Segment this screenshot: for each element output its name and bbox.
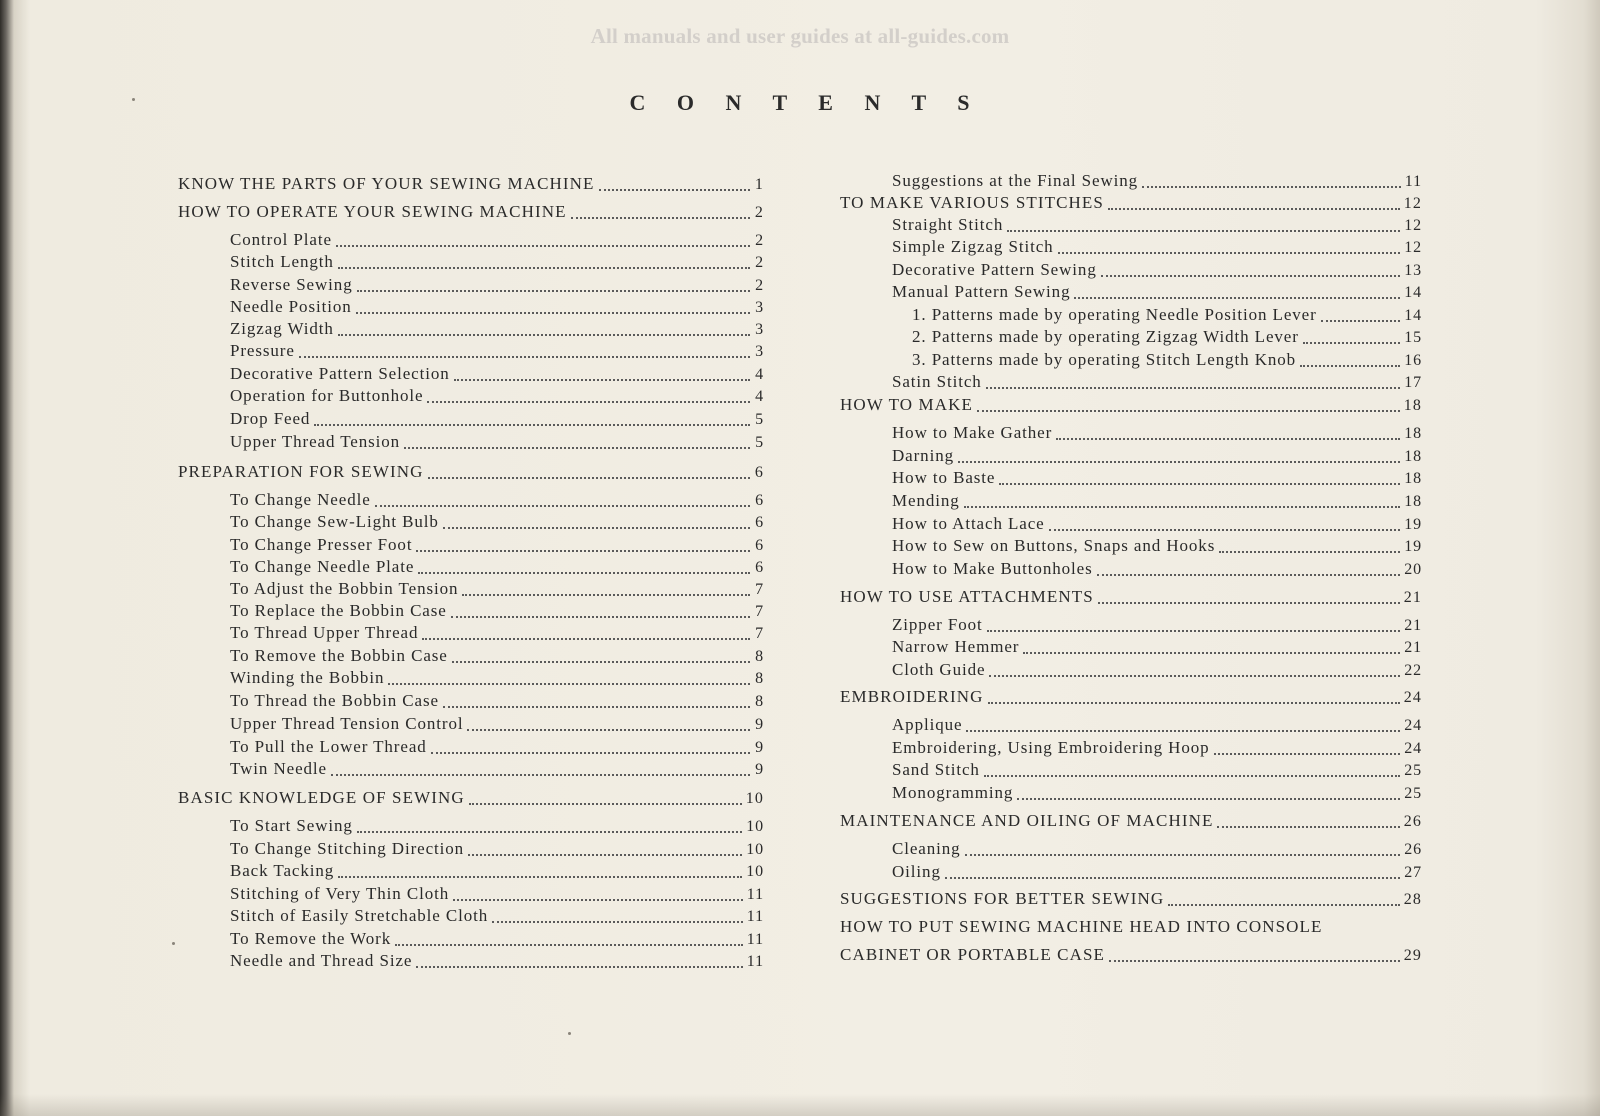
toc-entry-label: 1. Patterns made by operating Needle Position Lever — [912, 305, 1317, 324]
toc-entry-label: Decorative Pattern Selection — [230, 364, 450, 383]
toc-page-number: 15 — [1404, 329, 1422, 346]
dot-leader — [468, 854, 742, 856]
toc-entry — [840, 193, 1422, 217]
toc-page-number: 20 — [1404, 561, 1422, 578]
toc-entry — [840, 171, 1422, 195]
toc-entry-label: Darning — [892, 446, 955, 465]
dot-leader — [299, 356, 750, 358]
toc-entry-label: HOW TO OPERATE YOUR SEWING MACHINE — [178, 202, 567, 221]
toc-entry — [178, 297, 764, 321]
toc-page-number: 24 — [1404, 740, 1422, 757]
page-bottom-edge — [0, 1094, 1600, 1116]
toc-entry-label: To Adjust the Bobbin Tension — [230, 579, 459, 598]
dot-leader — [977, 410, 1400, 412]
toc-entry — [840, 660, 1422, 684]
toc-entry-label: Zigzag Width — [230, 319, 334, 338]
dot-leader — [388, 683, 750, 685]
toc-page-number: 25 — [1404, 785, 1422, 802]
toc-entry-label: To Change Needle Plate — [230, 557, 415, 576]
toc-page-number: 4 — [755, 388, 764, 405]
toc-entry — [840, 760, 1422, 784]
toc-entry — [840, 783, 1422, 807]
dot-leader — [1108, 208, 1400, 210]
toc-entry — [178, 816, 764, 840]
toc-page-number: 2 — [754, 204, 764, 221]
dot-leader — [599, 189, 750, 191]
toc-entry-label: To Thread Upper Thread — [230, 623, 419, 642]
toc-entry-label: To Change Needle — [230, 490, 371, 509]
toc-entry — [178, 861, 764, 885]
dot-leader — [428, 477, 750, 479]
toc-page-number: 11 — [746, 908, 764, 925]
toc-entry-label: Twin Needle — [230, 759, 327, 778]
toc-page-number: 7 — [755, 625, 764, 642]
toc-page-number: 7 — [755, 581, 764, 598]
dot-leader — [988, 702, 1400, 704]
toc-entry — [178, 737, 764, 761]
toc-entry — [840, 615, 1422, 639]
toc-page-number: 9 — [755, 716, 764, 733]
toc-entry-label: To Remove the Work — [230, 929, 392, 948]
toc-entry — [840, 260, 1422, 284]
dot-leader — [945, 877, 1400, 879]
dot-leader — [462, 594, 750, 596]
toc-page-number: 10 — [746, 818, 764, 835]
toc-page-number: 24 — [1403, 689, 1422, 706]
dot-leader — [987, 630, 1401, 632]
toc-page-number: 4 — [755, 366, 764, 383]
dot-leader — [416, 550, 750, 552]
toc-entry-label: Needle Position — [230, 297, 352, 316]
toc-entry — [840, 491, 1422, 515]
dot-leader — [422, 638, 750, 640]
toc-page-number: 18 — [1404, 493, 1422, 510]
toc-page-number: 14 — [1404, 307, 1422, 324]
toc-entry-label: HOW TO MAKE — [840, 395, 973, 414]
toc-page-number: 10 — [745, 790, 764, 807]
dot-leader — [1168, 904, 1400, 906]
dot-leader — [1017, 798, 1400, 800]
toc-entry — [178, 714, 764, 738]
toc-entry — [178, 906, 764, 930]
toc-entry — [178, 535, 764, 559]
toc-entry-label: HOW TO PUT SEWING MACHINE HEAD INTO CONSOLE — [840, 917, 1323, 936]
toc-entry-label: KNOW THE PARTS OF YOUR SEWING MACHINE — [178, 174, 595, 193]
toc-page-number: 24 — [1404, 717, 1422, 734]
toc-entry-label: Simple Zigzag Stitch — [892, 237, 1054, 256]
toc-page-number: 21 — [1404, 617, 1422, 634]
dot-leader — [1321, 320, 1400, 322]
toc-page-number: 10 — [746, 841, 764, 858]
toc-entry-label: Sand Stitch — [892, 760, 980, 779]
toc-entry — [178, 601, 764, 625]
toc-entry-label: Oiling — [892, 862, 941, 881]
toc-entry-label: Needle and Thread Size — [230, 951, 413, 970]
toc-entry-label: HOW TO USE ATTACHMENTS — [840, 587, 1094, 606]
toc-entry — [840, 350, 1422, 374]
toc-entry — [840, 889, 1422, 913]
toc-page-number: 6 — [755, 492, 764, 509]
toc-entry — [178, 646, 764, 670]
dot-leader — [357, 290, 750, 292]
toc-entry-label: Cloth Guide — [892, 660, 986, 679]
toc-entry — [840, 446, 1422, 470]
toc-page-number: 2 — [755, 232, 764, 249]
dot-leader — [452, 661, 750, 663]
toc-entry-label: How to Baste — [892, 468, 996, 487]
toc-entry — [840, 917, 1422, 941]
toc-entry — [178, 319, 764, 343]
toc-page-number: 17 — [1404, 374, 1422, 391]
dot-leader — [431, 752, 750, 754]
dot-leader — [454, 379, 750, 381]
toc-entry — [178, 951, 764, 975]
dot-leader — [1142, 186, 1401, 188]
toc-entry-label: Embroidering, Using Embroidering Hoop — [892, 738, 1210, 757]
toc-entry — [178, 341, 764, 365]
dot-leader — [314, 424, 750, 426]
toc-entry — [178, 788, 764, 812]
toc-entry-label: Upper Thread Tension — [230, 432, 401, 451]
toc-entry-label: To Change Sew-Light Bulb — [230, 512, 439, 531]
toc-entry-label: Decorative Pattern Sewing — [892, 260, 1097, 279]
dot-leader — [1219, 551, 1400, 553]
toc-entry — [178, 202, 764, 226]
toc-page-number: 11 — [746, 931, 764, 948]
toc-entry — [840, 305, 1422, 329]
toc-entry-label: Operation for Buttonhole — [230, 386, 424, 405]
toc-page-number: 6 — [754, 464, 764, 481]
dot-leader — [966, 730, 1400, 732]
toc-entry-label: Narrow Hemmer — [892, 637, 1020, 656]
toc-page-number: 18 — [1404, 470, 1422, 487]
toc-entry-label: SUGGESTIONS FOR BETTER SEWING — [840, 889, 1165, 908]
dot-leader — [1023, 652, 1400, 654]
toc-entry-label: 2. Patterns made by operating Zigzag Width Lever — [912, 327, 1299, 346]
toc-entry-label: To Start Sewing — [230, 816, 353, 835]
toc-page-number: 11 — [746, 886, 764, 903]
toc-entry-label: To Change Presser Foot — [230, 535, 413, 554]
toc-entry — [178, 275, 764, 299]
toc-page-number: 29 — [1403, 947, 1422, 964]
toc-entry-label: How to Make Gather — [892, 423, 1053, 442]
toc-entry-label: BASIC KNOWLEDGE OF SEWING — [178, 788, 465, 807]
dot-leader — [443, 706, 750, 708]
toc-entry-label: 3. Patterns made by operating Stitch Length Knob — [912, 350, 1297, 369]
toc-page-number: 18 — [1404, 448, 1422, 465]
dot-leader — [964, 506, 1401, 508]
toc-entry-label: Monogramming — [892, 783, 1014, 802]
toc-entry-label: MAINTENANCE AND OILING OF MACHINE — [840, 811, 1214, 830]
toc-entry — [178, 929, 764, 953]
toc-entry — [178, 512, 764, 536]
toc-page-number: 21 — [1403, 589, 1422, 606]
toc-entry-label: TO MAKE VARIOUS STITCHES — [840, 193, 1104, 212]
toc-page-number: 14 — [1404, 284, 1422, 301]
toc-entry — [840, 282, 1422, 306]
dot-leader — [338, 876, 742, 878]
toc-page-number: 16 — [1404, 352, 1422, 369]
dot-leader — [451, 616, 750, 618]
toc-entry-label: To Replace the Bobbin Case — [230, 601, 447, 620]
toc-page-number: 18 — [1403, 397, 1422, 414]
dot-leader — [427, 401, 750, 403]
toc-entry — [840, 327, 1422, 351]
toc-entry — [178, 623, 764, 647]
toc-entry — [840, 862, 1422, 886]
dot-leader — [357, 831, 742, 833]
toc-entry-label: Stitch Length — [230, 252, 334, 271]
dot-leader — [443, 527, 750, 529]
toc-entry-label: How to Attach Lace — [892, 514, 1045, 533]
dot-leader — [1217, 826, 1399, 828]
toc-entry — [840, 372, 1422, 396]
toc-entry — [178, 691, 764, 715]
dot-leader — [338, 334, 750, 336]
paper-speck — [132, 98, 135, 101]
toc-entry — [178, 386, 764, 410]
toc-entry-label: To Remove the Bobbin Case — [230, 646, 448, 665]
toc-entry-label: Stitch of Easily Stretchable Cloth — [230, 906, 489, 925]
toc-entry-label: CABINET OR PORTABLE CASE — [840, 945, 1106, 964]
dot-leader — [467, 729, 750, 731]
dot-leader — [571, 217, 750, 219]
dot-leader — [1074, 297, 1400, 299]
toc-entry — [178, 462, 764, 486]
toc-page-number: 18 — [1404, 425, 1422, 442]
toc-page-number: 12 — [1404, 217, 1422, 234]
toc-page-number: 3 — [755, 299, 764, 316]
toc-entry — [840, 715, 1422, 739]
toc-page-number: 11 — [746, 953, 764, 970]
toc-entry — [178, 557, 764, 581]
dot-leader — [1058, 252, 1401, 254]
toc-page-number: 6 — [755, 514, 764, 531]
dot-leader — [1109, 960, 1400, 962]
toc-page-number: 13 — [1404, 262, 1422, 279]
toc-entry-label: To Thread the Bobbin Case — [230, 691, 439, 710]
toc-page-number: 9 — [755, 739, 764, 756]
dot-leader — [492, 921, 743, 923]
dot-leader — [1007, 230, 1400, 232]
toc-entry-label: Applique — [892, 715, 963, 734]
toc-page-number: 5 — [755, 434, 764, 451]
toc-entry — [840, 237, 1422, 261]
toc-page-number: 22 — [1404, 662, 1422, 679]
toc-entry-label: Reverse Sewing — [230, 275, 353, 294]
toc-entry-label: Suggestions at the Final Sewing — [892, 171, 1139, 190]
toc-entry-label: Manual Pattern Sewing — [892, 282, 1071, 301]
dot-leader — [375, 505, 750, 507]
toc-page-number: 2 — [755, 254, 764, 271]
toc-page-number: 19 — [1404, 516, 1422, 533]
toc-page-number: 26 — [1404, 841, 1422, 858]
contents-heading: C O N T E N T S — [629, 90, 983, 115]
toc-entry — [178, 884, 764, 908]
dot-leader — [356, 312, 750, 314]
toc-page-number: 3 — [755, 321, 764, 338]
dot-leader — [984, 775, 1400, 777]
toc-entry — [178, 490, 764, 514]
toc-page-number: 12 — [1404, 239, 1422, 256]
dot-leader — [416, 966, 742, 968]
toc-entry-label: EMBROIDERING — [840, 687, 984, 706]
toc-page-number: 7 — [755, 603, 764, 620]
toc-entry — [178, 432, 764, 456]
dot-leader — [965, 854, 1401, 856]
dot-leader — [1049, 529, 1401, 531]
dot-leader — [469, 803, 742, 805]
toc-entry — [840, 637, 1422, 661]
toc-entry-label: Cleaning — [892, 839, 961, 858]
toc-entry — [840, 215, 1422, 239]
toc-entry-label: Satin Stitch — [892, 372, 982, 391]
toc-entry-label: To Change Stitching Direction — [230, 839, 465, 858]
toc-entry — [840, 839, 1422, 863]
toc-entry — [178, 409, 764, 433]
toc-page-number: 12 — [1403, 195, 1422, 212]
toc-entry — [178, 579, 764, 603]
toc-entry — [840, 423, 1422, 447]
toc-entry — [178, 174, 764, 198]
toc-entry-label: How to Sew on Buttons, Snaps and Hooks — [892, 536, 1216, 555]
toc-page-number: 26 — [1403, 813, 1422, 830]
toc-entry — [840, 536, 1422, 560]
toc-page-number: 10 — [746, 863, 764, 880]
dot-leader — [395, 944, 743, 946]
dot-leader — [989, 675, 1400, 677]
dot-leader — [404, 447, 750, 449]
toc-entry — [840, 468, 1422, 492]
dot-leader — [331, 774, 750, 776]
toc-entry-label: PREPARATION FOR SEWING — [178, 462, 424, 481]
toc-entry-label: Straight Stitch — [892, 215, 1004, 234]
dot-leader — [958, 461, 1400, 463]
toc-page-number: 1 — [754, 176, 764, 193]
dot-leader — [336, 245, 750, 247]
toc-page-number: 6 — [755, 537, 764, 554]
toc-page-number: 25 — [1404, 762, 1422, 779]
toc-entry-label: Upper Thread Tension Control — [230, 714, 464, 733]
toc-page-number: 6 — [755, 559, 764, 576]
toc-entry — [178, 839, 764, 863]
toc-entry-label: Stitching of Very Thin Cloth — [230, 884, 450, 903]
toc-entry — [840, 587, 1422, 611]
dot-leader — [1097, 574, 1401, 576]
dot-leader — [999, 483, 1400, 485]
toc-page-number: 3 — [755, 343, 764, 360]
toc-page-number: 19 — [1404, 538, 1422, 555]
toc-page-number: 9 — [755, 761, 764, 778]
paper-speck — [172, 942, 175, 945]
toc-page-number: 21 — [1404, 639, 1422, 656]
toc-entry — [840, 559, 1422, 583]
toc-entry-label: Mending — [892, 491, 960, 510]
dot-leader — [1300, 365, 1400, 367]
dot-leader — [1214, 753, 1401, 755]
toc-entry-label: To Pull the Lower Thread — [230, 737, 427, 756]
toc-page-number: 5 — [755, 411, 764, 428]
toc-entry-label: Winding the Bobbin — [230, 668, 385, 687]
toc-page-number: 8 — [755, 693, 764, 710]
dot-leader — [986, 387, 1401, 389]
toc-entry-label: Pressure — [230, 341, 295, 360]
toc-entry — [178, 364, 764, 388]
toc-page-number: 8 — [755, 648, 764, 665]
toc-entry — [840, 687, 1422, 711]
toc-entry — [178, 759, 764, 783]
dot-leader — [418, 572, 750, 574]
dot-leader — [453, 899, 743, 901]
dot-leader — [338, 267, 750, 269]
toc-page-number: 11 — [1404, 173, 1422, 190]
toc-entry — [840, 514, 1422, 538]
toc-entry-label: How to Make Buttonholes — [892, 559, 1093, 578]
paper-speck — [568, 1032, 571, 1035]
toc-page-number: 8 — [755, 670, 764, 687]
toc-entry — [840, 395, 1422, 419]
dot-leader — [1303, 342, 1400, 344]
toc-entry — [178, 668, 764, 692]
toc-page-number: 27 — [1404, 864, 1422, 881]
dot-leader — [1101, 275, 1400, 277]
toc-entry-label: Zipper Foot — [892, 615, 983, 634]
toc-entry — [840, 811, 1422, 835]
toc-entry — [840, 738, 1422, 762]
toc-entry-label: Drop Feed — [230, 409, 311, 428]
toc-page-number: 28 — [1403, 891, 1422, 908]
dot-leader — [1098, 602, 1400, 604]
toc-entry — [178, 252, 764, 276]
toc-entry — [178, 230, 764, 254]
watermark: All manuals and user guides at all-guides.com — [590, 24, 1010, 48]
toc-page-number: 2 — [755, 277, 764, 294]
toc-entry — [840, 945, 1422, 969]
toc-entry-label: Back Tacking — [230, 861, 335, 880]
dot-leader — [1056, 438, 1400, 440]
toc-entry-label: Control Plate — [230, 230, 332, 249]
